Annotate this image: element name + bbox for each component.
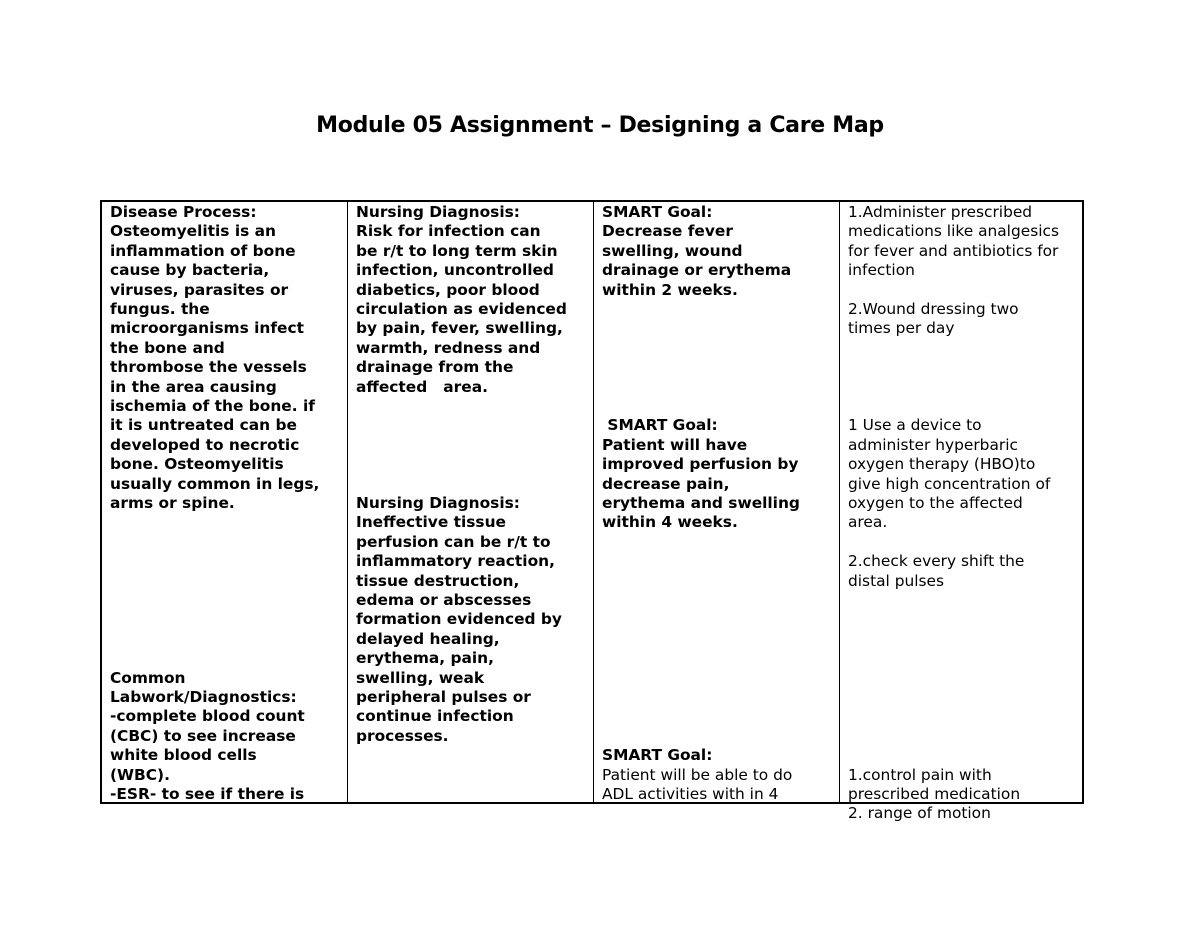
- text-line: the bone and: [110, 338, 225, 357]
- text-line: Patient will have: [602, 435, 748, 454]
- text-line: times per day: [848, 319, 955, 338]
- text-line: fungus. the: [110, 300, 210, 319]
- text-line: white blood cells: [110, 746, 257, 765]
- text-line: Patient will be able to do: [602, 765, 793, 784]
- spacer: [356, 397, 593, 416]
- text-line: edema or abscesses: [356, 591, 532, 610]
- spacer: [602, 727, 839, 746]
- text-line: 2.check every shift the: [848, 552, 1025, 571]
- smart-goal-1: [602, 203, 839, 300]
- spacer: [110, 533, 347, 552]
- spacer: [356, 436, 593, 455]
- text-line: peripheral pulses or: [356, 688, 531, 707]
- labwork-cell: [110, 669, 347, 805]
- spacer: [602, 707, 839, 726]
- spacer: [602, 533, 839, 552]
- text-line: drainage or erythema: [602, 261, 792, 280]
- disease-process-column: [102, 202, 348, 802]
- text-line: Disease Process:: [110, 203, 257, 221]
- spacer: [602, 591, 839, 610]
- text-line: processes.: [356, 726, 449, 745]
- text-line: Risk for infection can: [356, 222, 541, 241]
- spacer: [110, 610, 347, 629]
- page-title: Module 05 Assignment – Designing a Care Map: [316, 113, 884, 138]
- text-line: Common: [110, 668, 186, 687]
- text-line: Osteomyelitis is an: [110, 222, 276, 241]
- text-line: area.: [848, 513, 888, 532]
- spacer: [602, 649, 839, 668]
- text-line: viruses, parasites or: [110, 280, 289, 299]
- text-line: SMART Goal:: [602, 746, 713, 765]
- text-line: swelling, weak: [356, 668, 485, 687]
- spacer: [602, 397, 839, 416]
- text-line: formation evidenced by: [356, 610, 562, 629]
- spacer: [848, 727, 1086, 746]
- text-line: usually common in legs,: [110, 474, 320, 493]
- text-line: tissue destruction,: [356, 571, 520, 590]
- text-line: it is untreated can be: [110, 416, 297, 435]
- text-line: thrombose the vessels: [110, 358, 307, 377]
- spacer: [848, 533, 1086, 552]
- spacer: [848, 669, 1086, 688]
- text-line: by pain, fever, swelling,: [356, 319, 563, 338]
- spacer: [848, 397, 1086, 416]
- text-line: prescribed medication: [848, 784, 1021, 803]
- spacer: [848, 281, 1086, 300]
- care-map-table: [100, 200, 1084, 823]
- spacer: [848, 378, 1086, 397]
- spacer: [110, 552, 347, 571]
- text-line: -complete blood count: [110, 707, 305, 726]
- interventions-column: [840, 202, 1086, 823]
- text-line: circulation as evidenced: [356, 300, 567, 319]
- text-line: oxygen to the affected: [848, 494, 1023, 513]
- spacer: [602, 378, 839, 397]
- text-line: (WBC).: [110, 765, 170, 784]
- text-line: 2. range of motion: [848, 804, 991, 823]
- text-line: ADL activities with in 4: [602, 784, 779, 803]
- text-line: 1.Administer prescribed: [848, 203, 1033, 221]
- text-line: Nursing Diagnosis:: [356, 494, 520, 513]
- nursing-diagnosis-1: [356, 203, 593, 397]
- smart-goal-3: [602, 746, 839, 804]
- text-line: infection, uncontrolled: [356, 261, 554, 280]
- text-line: delayed healing,: [356, 629, 500, 648]
- text-line: erythema, pain,: [356, 649, 494, 668]
- text-line: microorganisms infect: [110, 319, 304, 338]
- text-line: ischemia of the bone. if: [110, 397, 315, 416]
- nursing-diagnosis-2: [356, 494, 593, 746]
- spacer: [356, 416, 593, 435]
- text-line: developed to necrotic: [110, 435, 300, 454]
- text-line: erythema and swelling: [602, 494, 800, 512]
- text-line: continue infection: [356, 707, 514, 726]
- text-line: warmth, redness and: [356, 338, 541, 357]
- spacer: [848, 649, 1086, 668]
- spacer: [848, 688, 1086, 707]
- text-line: Labwork/Diagnostics:: [110, 688, 297, 707]
- text-line: cause by bacteria,: [110, 261, 270, 280]
- spacer: [110, 591, 347, 610]
- spacer: [356, 475, 593, 494]
- text-line: medications like analgesics: [848, 222, 1059, 241]
- text-line: oxygen therapy (HBO)to: [848, 455, 1036, 474]
- text-line: SMART Goal:: [602, 203, 713, 221]
- text-line: diabetics, poor blood: [356, 280, 540, 299]
- text-line: administer hyperbaric: [848, 435, 1018, 454]
- text-line: 1.control pain with: [848, 765, 992, 784]
- text-line: distal pulses: [848, 571, 945, 590]
- intervention-1a: [848, 203, 1086, 281]
- text-line: improved perfusion by: [602, 455, 799, 474]
- spacer: [848, 610, 1086, 629]
- text-line: Ineffective tissue: [356, 513, 506, 532]
- spacer: [602, 669, 839, 688]
- text-line: within 4 weeks.: [602, 513, 738, 532]
- spacer: [602, 688, 839, 707]
- text-line: 1 Use a device to: [848, 416, 982, 435]
- spacer: [848, 339, 1086, 358]
- spacer: [110, 630, 347, 649]
- text-line: for fever and antibiotics for: [848, 241, 1059, 260]
- spacer: [110, 514, 347, 533]
- text-line: 2.Wound dressing two: [848, 300, 1019, 319]
- spacer: [602, 300, 839, 319]
- spacer: [848, 746, 1086, 765]
- text-line: decrease pain,: [602, 474, 730, 493]
- nursing-diagnosis-column: [348, 202, 594, 802]
- text-line: swelling, wound: [602, 241, 743, 260]
- text-line: be r/t to long term skin: [356, 241, 558, 260]
- text-line: Nursing Diagnosis:: [356, 203, 520, 221]
- spacer: [602, 572, 839, 591]
- text-line: infection: [848, 261, 915, 280]
- spacer: [848, 630, 1086, 649]
- text-line: give high concentration of: [848, 474, 1051, 493]
- intervention-2a: [848, 416, 1086, 532]
- text-line: drainage from the: [356, 358, 514, 377]
- spacer: [356, 455, 593, 474]
- spacer: [602, 319, 839, 338]
- text-line: bone. Osteomyelitis: [110, 455, 284, 474]
- smart-goal-column: [594, 202, 840, 802]
- text-line: affected area.: [356, 377, 488, 396]
- intervention-1b: [848, 300, 1086, 339]
- spacer: [848, 591, 1086, 610]
- text-line: arms or spine.: [110, 494, 235, 513]
- spacer: [602, 339, 839, 358]
- smart-goal-2: [602, 416, 839, 532]
- text-line: Decrease fever: [602, 222, 733, 241]
- text-line: inflammation of bone: [110, 241, 296, 260]
- text-line: SMART Goal:: [602, 416, 718, 435]
- text-line: -ESR- to see if there is: [110, 785, 305, 804]
- text-line: (CBC) to see increase: [110, 726, 296, 745]
- spacer: [602, 630, 839, 649]
- intervention-3: [848, 766, 1086, 824]
- spacer: [848, 358, 1086, 377]
- spacer: [848, 707, 1086, 726]
- disease-process-cell: [110, 203, 347, 514]
- spacer: [602, 610, 839, 629]
- spacer: [110, 649, 347, 668]
- text-line: within 2 weeks.: [602, 280, 738, 299]
- text-line: inflammatory reaction,: [356, 552, 555, 571]
- text-line: in the area causing: [110, 377, 277, 396]
- spacer: [602, 552, 839, 571]
- text-line: perfusion can be r/t to: [356, 532, 551, 551]
- spacer: [602, 358, 839, 377]
- spacer: [110, 572, 347, 591]
- intervention-2b: [848, 552, 1086, 591]
